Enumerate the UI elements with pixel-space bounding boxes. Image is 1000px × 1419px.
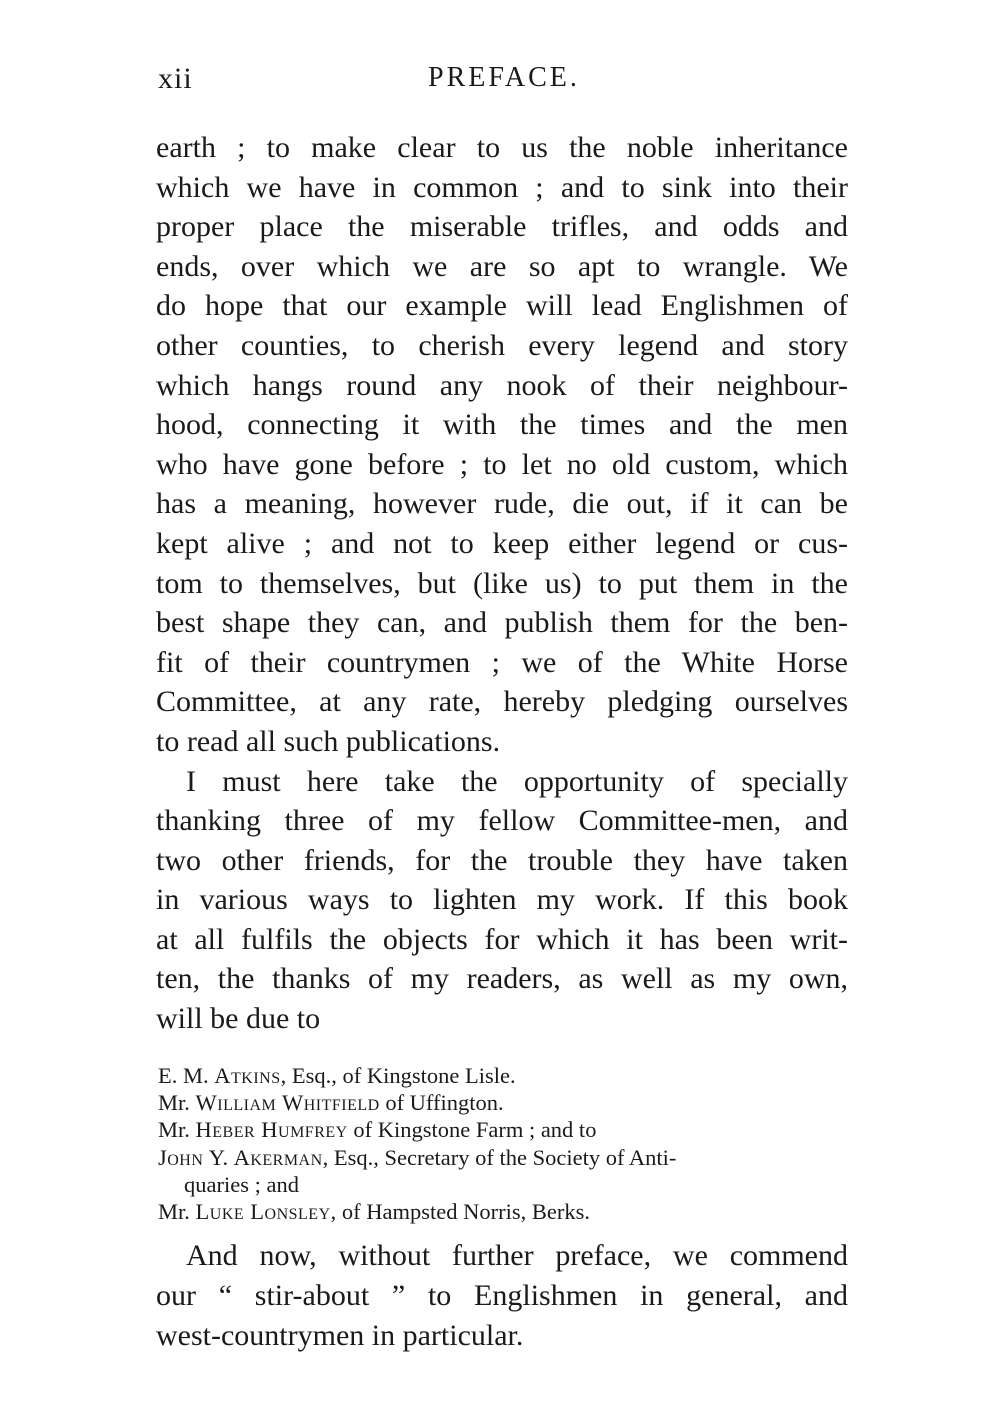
acknowledgement-item: [158, 1116, 850, 1143]
text-line: tom to themselves, but (like us) to put them in the: [156, 566, 848, 600]
ack-name: Atkins: [214, 1063, 281, 1088]
paragraph-2: [156, 762, 848, 1039]
text-line: which hangs round any nook of their neighbour-: [156, 368, 848, 402]
ack-suffix: of Kingstone Farm ; and to: [347, 1117, 597, 1143]
text-line: at all fulfils the objects for which it has been writ-: [156, 922, 848, 956]
acknowledgement-item: [158, 1198, 850, 1225]
ack-suffix: of Uffington.: [379, 1090, 504, 1116]
text-line: west-countrymen in particular.: [156, 1319, 524, 1352]
text-line: to read all such publications.: [156, 724, 501, 758]
paragraph-1: [156, 128, 848, 762]
ack-prefix: Mr.: [158, 1090, 196, 1116]
ack-prefix: Mr.: [158, 1199, 196, 1225]
text-line: proper place the miserable trifles, and odds and: [156, 210, 848, 244]
ack-suffix: , of Hampsted Norris, Berks.: [330, 1199, 590, 1225]
acknowledgement-item: [158, 1062, 850, 1089]
acknowledgement-item-continuation: [158, 1171, 850, 1198]
text-line: which we have in common ; and to sink into their: [156, 170, 848, 204]
ack-suffix: , Esq., Secretary of the Society of Anti-: [322, 1144, 677, 1170]
acknowledgement-list: [158, 1062, 850, 1225]
ack-prefix: Mr.: [158, 1117, 196, 1143]
text-line: And now, without further preface, we commend: [186, 1239, 848, 1272]
text-line: best shape they can, and publish them for the ben-: [156, 606, 848, 640]
text-line: I must here take the opportunity of specially: [186, 764, 848, 798]
body-text: [156, 128, 848, 1039]
ack-suffix: quaries ; and: [184, 1171, 299, 1197]
text-line: do hope that our example will lead Englishmen of: [156, 289, 848, 323]
text-line: other counties, to cherish every legend and story: [156, 328, 848, 362]
text-line: thanking three of my fellow Committee-men, and: [156, 804, 848, 838]
page-number: xii: [158, 62, 193, 95]
text-line: our “ stir-about ” to Englishmen in general, and: [156, 1279, 848, 1312]
text-line: Committee, at any rate, hereby pledging ourselves: [156, 685, 848, 719]
ack-prefix: E. M.: [158, 1063, 215, 1088]
text-line: ends, over which we are so apt to wrangle. We: [156, 249, 848, 283]
text-line: fit of their countrymen ; we of the White Horse: [156, 645, 848, 679]
text-line: who have gone before ; to let no old custom, which: [156, 447, 848, 481]
text-line: in various ways to lighten my work. If this book: [156, 883, 848, 917]
ack-name: Heber Humfrey: [195, 1117, 348, 1143]
ack-suffix: , Esq., of Kingstone Lisle.: [280, 1063, 516, 1088]
ack-name: John Y. Akerman: [158, 1144, 323, 1170]
acknowledgement-item: [158, 1089, 850, 1116]
ack-name: Luke Lonsley: [195, 1199, 331, 1225]
ack-name: William Whitfield: [195, 1090, 380, 1116]
text-line: ten, the thanks of my readers, as well as my own,: [156, 962, 848, 996]
running-title: PREFACE.: [428, 62, 580, 93]
text-line: two other friends, for the trouble they have taken: [156, 843, 848, 877]
closing-paragraph: [156, 1236, 848, 1356]
page-header: [158, 62, 848, 102]
text-line: will be due to: [156, 1002, 321, 1036]
acknowledgement-item: [158, 1144, 850, 1171]
text-line: earth ; to make clear to us the noble inheritance: [156, 131, 848, 164]
text-line: has a meaning, however rude, die out, if it can be: [156, 487, 848, 521]
text-line: hood, connecting it with the times and the men: [156, 408, 848, 442]
text-line: kept alive ; and not to keep either legend or cus-: [156, 526, 848, 560]
